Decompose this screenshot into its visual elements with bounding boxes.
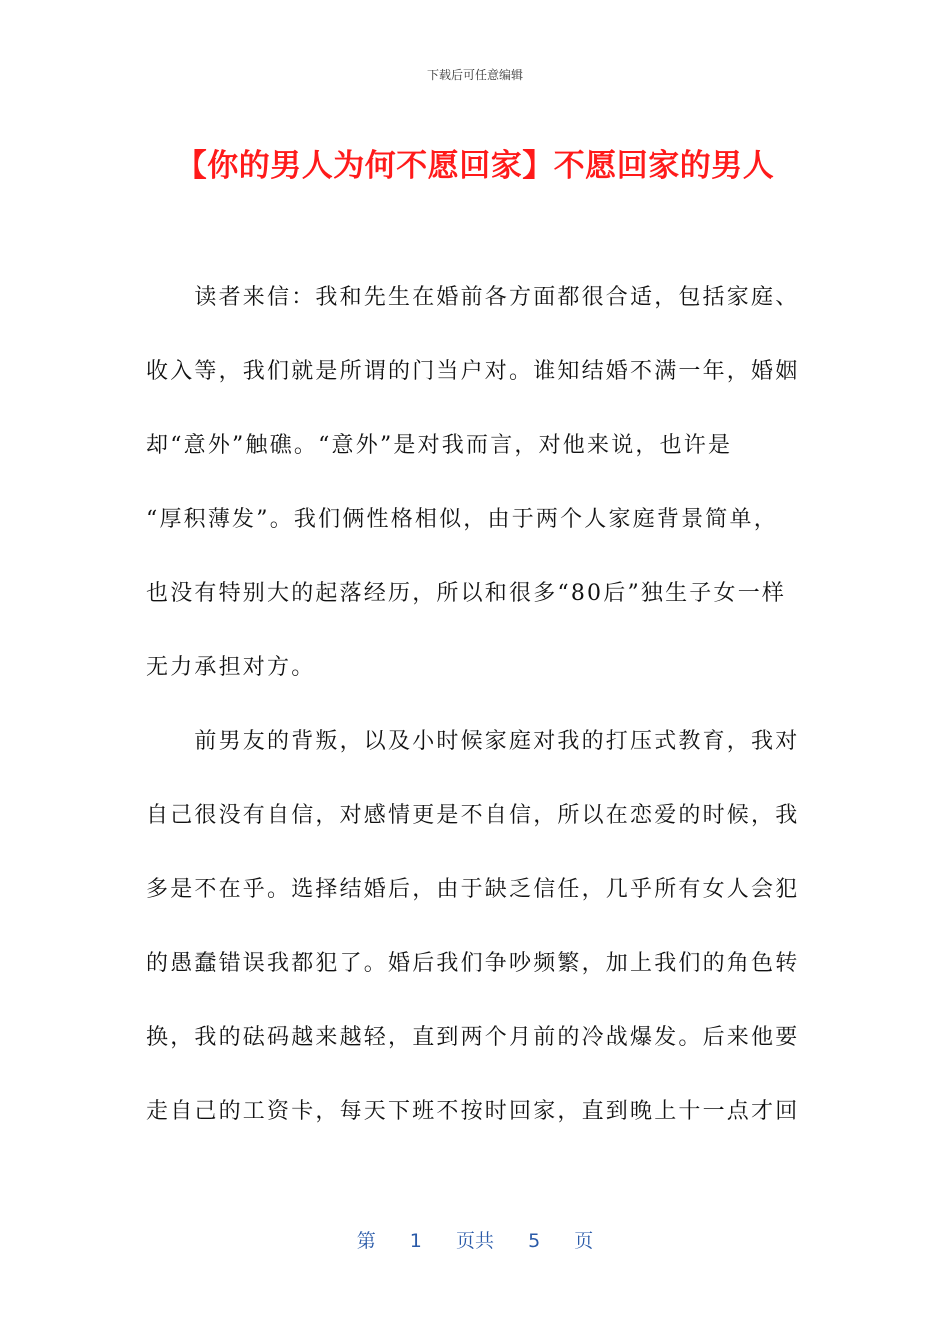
text-line: 走自己的工资卡，每天下班不按时回家，直到晚上十一点才回 [146, 1099, 800, 1124]
header-note: 下载后可任意编辑 [426, 68, 523, 82]
text-line: 也没有特别大的起落经历，所以和很多“80后”独生子女一样 [146, 581, 787, 606]
text-line: 收入等，我们就是所谓的门当户对。谁知结婚不满一年，婚姻 [146, 359, 800, 384]
text-line: 自己很没有自信，对感情更是不自信，所以在恋爱的时候，我 [146, 803, 800, 828]
document-body [146, 278, 806, 1166]
text-line: 前男友的背叛，以及小时候家庭对我的打压式教育，我对 [146, 729, 800, 754]
page-footer [0, 1226, 950, 1253]
text-line: 多是不在乎。选择结婚后，由于缺乏信任，几乎所有女人会犯 [146, 877, 800, 902]
text-line: 却“意外”触礁。“意外”是对我而言，对他来说，也许是 [146, 433, 733, 458]
document-title: 【你的男人为何不愿回家】不愿回家的男人 [175, 148, 775, 184]
text-line: 的愚蠢错误我都犯了。婚后我们争吵频繁，加上我们的角色转 [146, 951, 800, 976]
text-line: “厚积薄发”。我们俩性格相似，由于两个人家庭背景简单， [146, 507, 778, 532]
footer-page-number: 1 [409, 1230, 422, 1252]
footer-page-end: 页 [574, 1230, 594, 1252]
footer-page-label: 第 [356, 1230, 376, 1252]
text-line: 无力承担对方。 [146, 655, 316, 680]
footer-page-mid: 页共 [455, 1230, 494, 1252]
footer-total-pages: 5 [528, 1230, 541, 1252]
text-line: 读者来信：我和先生在婚前各方面都很合适，包括家庭、 [146, 285, 800, 310]
text-line: 换，我的砝码越来越轻，直到两个月前的冷战爆发。后来他要 [146, 1025, 800, 1050]
